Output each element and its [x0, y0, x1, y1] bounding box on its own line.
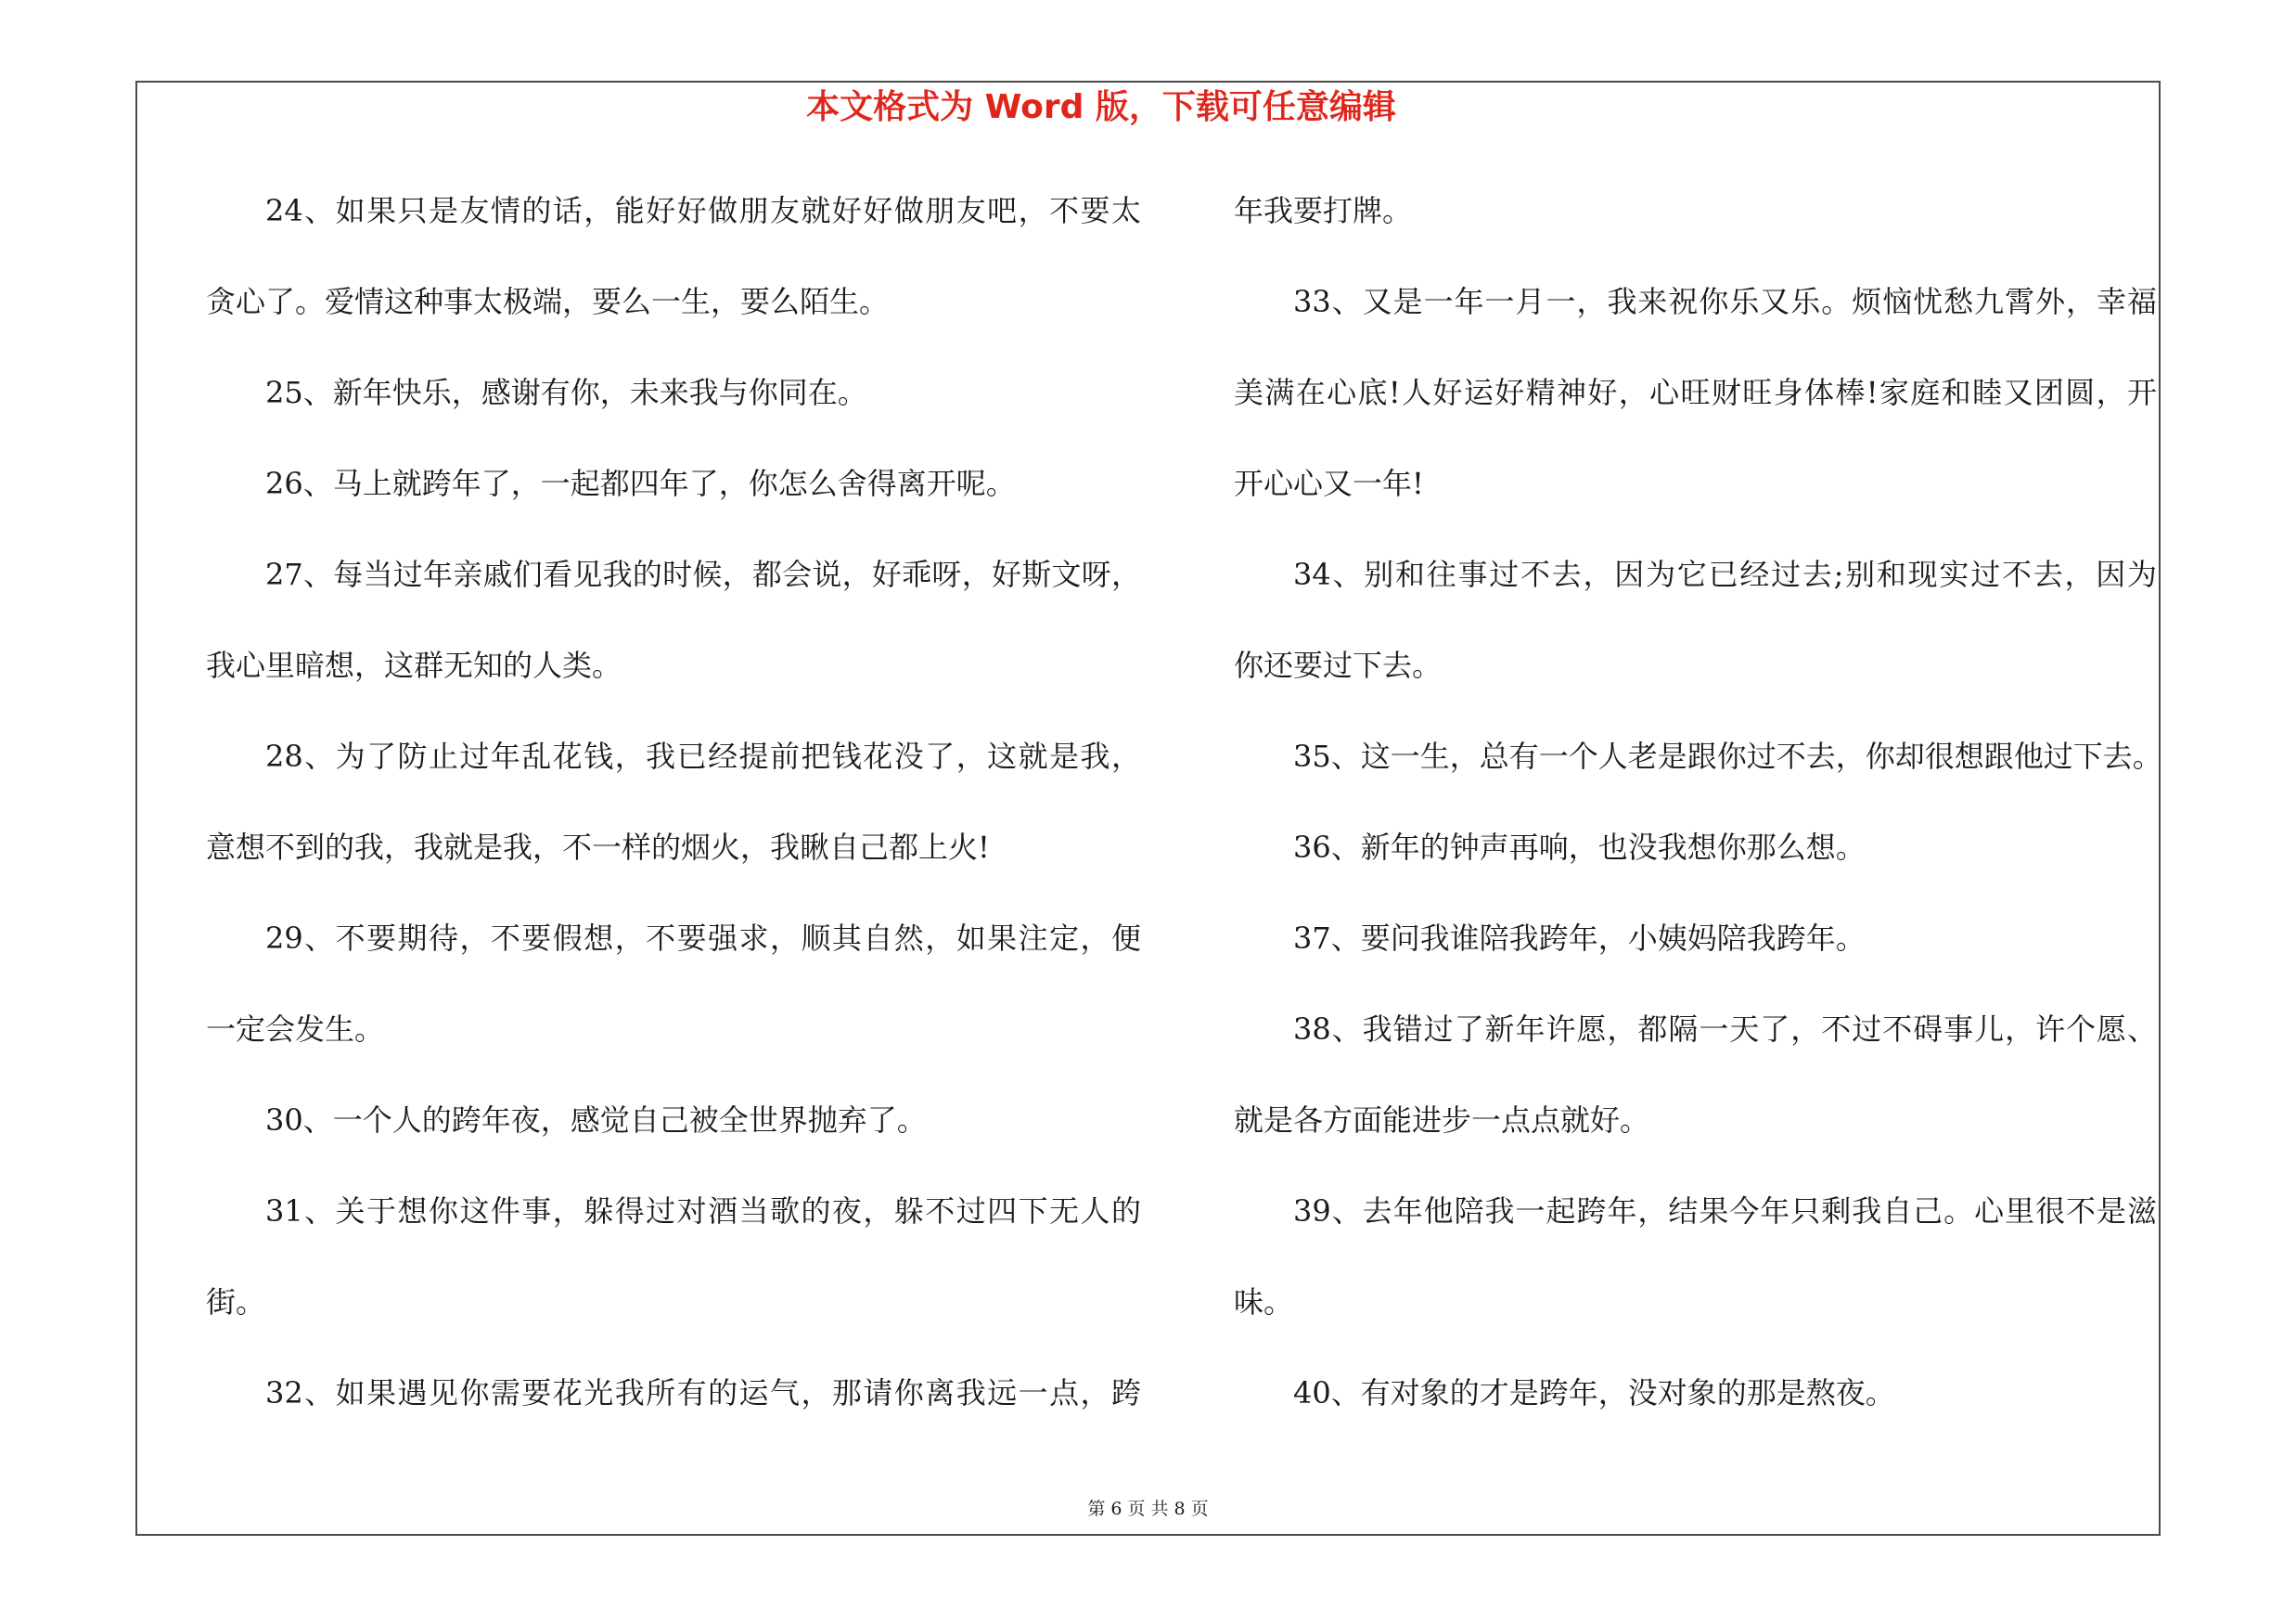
text-line: 38、我错过了新年许愿，都隔一天了，不过不碍事儿，许个愿、	[1293, 1011, 2157, 1047]
text-line: 32、如果遇见你需要花光我所有的运气，那请你离我远一点，跨	[265, 1375, 1141, 1410]
text-line: 30、一个人的跨年夜，感觉自己被全世界抛弃了。	[265, 1102, 927, 1138]
text-line: 35、这一生，总有一个人老是跟你过不去，你却很想跟他过下去。	[1293, 739, 2162, 774]
text-line: 33、又是一年一月一，我来祝你乐又乐。烦恼忧愁九霄外，幸福	[1293, 284, 2157, 319]
text-line: 开心心又一年!	[1234, 466, 1424, 501]
text-line: 27、每当过年亲戚们看见我的时候，都会说，好乖呀，好斯文呀，	[265, 557, 1141, 592]
text-line: 26、马上就跨年了，一起都四年了，你怎么舍得离开呢。	[265, 466, 1016, 501]
right-column	[1234, 165, 2162, 1438]
text-line: 我心里暗想，这群无知的人类。	[206, 648, 622, 683]
text-line: 贪心了。爱情这种事太极端，要么一生，要么陌生。	[206, 284, 890, 319]
text-line: 街。	[206, 1284, 266, 1320]
text-line: 就是各方面能进步一点点就好。	[1234, 1102, 1650, 1138]
text-line: 25、新年快乐，感谢有你，未来我与你同在。	[265, 375, 867, 410]
text-line: 37、要问我谁陪我跨年，小姨妈陪我跨年。	[1293, 921, 1866, 956]
text-line: 年我要打牌。	[1234, 193, 1413, 228]
text-line: 31、关于想你这件事，躲得过对酒当歌的夜，躲不过四下无人的	[265, 1193, 1141, 1229]
text-line: 40、有对象的才是跨年，没对象的那是熬夜。	[1293, 1375, 1895, 1410]
text-line: 味。	[1234, 1284, 1294, 1320]
text-line: 24、如果只是友情的话，能好好做朋友就好好做朋友吧，不要太	[265, 193, 1141, 228]
text-line: 28、为了防止过年乱花钱，我已经提前把钱花没了，这就是我，	[265, 739, 1141, 774]
format-notice: 本文格式为 Word 版，下载可任意编辑	[806, 88, 1396, 126]
text-line: 36、新年的钟声再响，也没我想你那么想。	[1293, 830, 1866, 865]
text-line: 意想不到的我，我就是我，不一样的烟火，我瞅自己都上火!	[206, 830, 990, 865]
text-line: 34、别和往事过不去，因为它已经过去;别和现实过不去，因为	[1293, 557, 2157, 592]
left-column	[206, 165, 1141, 1438]
text-line: 美满在心底!人好运好精神好，心旺财旺身体棒!家庭和睦又团圆，开	[1234, 375, 2157, 410]
text-line: 39、去年他陪我一起跨年，结果今年只剩我自己。心里很不是滋	[1293, 1193, 2157, 1229]
text-line: 29、不要期待，不要假想，不要强求，顺其自然，如果注定，便	[265, 921, 1141, 956]
page-number: 第 6 页 共 8 页	[1087, 1499, 1209, 1519]
text-line: 一定会发生。	[206, 1011, 385, 1047]
text-line: 你还要过下去。	[1234, 648, 1443, 683]
